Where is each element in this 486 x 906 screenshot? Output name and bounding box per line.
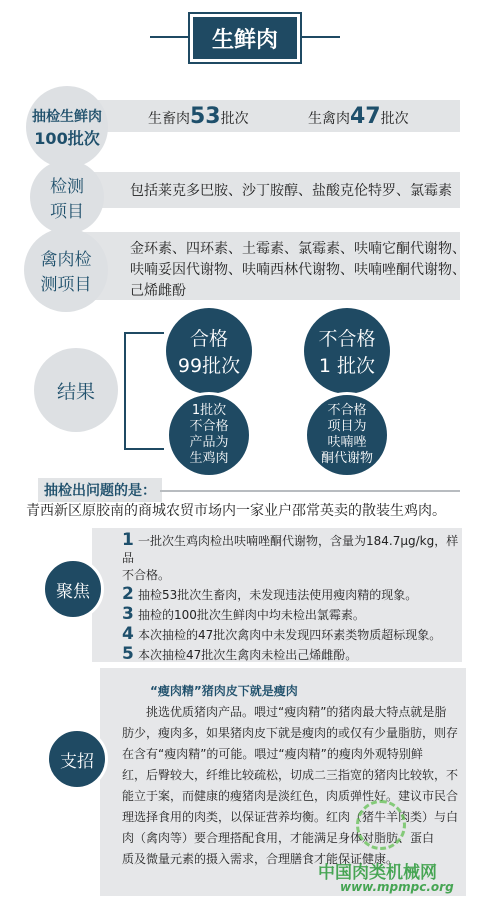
tips-line: 理选择食用的肉类，以保证营养均衡。红肉（猪牛羊肉类）与白: [122, 810, 459, 824]
pass-count: 99批次: [177, 355, 241, 377]
title-line-left: [150, 36, 190, 38]
poultry-label: 生禽肉: [308, 111, 350, 127]
poultry-items-label-2: 测项目: [40, 275, 92, 295]
livestock-unit: 批次: [220, 111, 249, 127]
focus-item: [122, 532, 462, 567]
sampling-circle: [26, 86, 108, 168]
poultry-count: 47: [350, 104, 381, 129]
livestock-label: 生畜肉: [148, 111, 190, 127]
tips-line: 在含有“瘦肉精”的可能。喂过“瘦肉精”的瘦肉外观特别鲜: [122, 747, 423, 761]
results-bracket-vertical: [124, 332, 126, 450]
focus-item: [122, 646, 462, 664]
focus-circle: [42, 558, 104, 620]
results-bracket-top: [124, 332, 164, 334]
focus-item-cont: [122, 567, 462, 584]
focus-text: 抽检的100批次生鲜肉中均未检出氯霉素。: [138, 608, 365, 622]
focus-list: [122, 532, 462, 664]
poultry-items-circle: [24, 228, 108, 312]
pass-detail-3: 产品为: [189, 435, 229, 450]
problem-heading: 抽检出问题的是：: [38, 478, 162, 502]
focus-num: 4: [122, 624, 134, 644]
watermark-cn: 中国肉类机械网: [318, 863, 437, 883]
test-items-label-1: 检测: [50, 177, 84, 197]
results-bracket-bottom: [124, 448, 164, 450]
tips-body: [122, 702, 464, 870]
tips-label: 支招: [60, 751, 94, 772]
results-circle: [34, 348, 118, 432]
focus-num: 2: [122, 584, 134, 604]
test-items-circle: [30, 160, 104, 234]
focus-num: 5: [122, 644, 134, 664]
pass-detail-1: 1批次: [191, 403, 227, 418]
focus-label: 聚焦: [56, 581, 90, 602]
tips-line: 挑选优质猪肉产品。喂过“瘦肉精”的猪肉最大特点就是脂: [146, 705, 447, 719]
sampling-label-2: 100批次: [34, 128, 100, 148]
tips-circle: [46, 728, 108, 790]
fail-count: 1 批次: [318, 355, 376, 377]
fail-detail-circle: [304, 392, 390, 478]
poultry-items-line2: 呋喃妥因代谢物、呋喃西林代谢物、呋喃唑酮代谢物、: [130, 262, 466, 278]
tips-heading: “瘦肉精”猪肉皮下就是瘦肉: [150, 684, 298, 698]
results-label: 结果: [56, 380, 95, 403]
focus-text: 一批次生鸡肉检出呋喃唑酮代谢物，含量为184.7μg/kg，样品: [122, 534, 459, 565]
pass-circle: [166, 308, 252, 394]
poultry-items-line1: 金环素、四环素、土霉素、氯霉素、呋喃它酮代谢物、: [130, 241, 466, 257]
fail-detail-2: 项目为: [327, 419, 367, 434]
tips-line: 能立于案，而健康的瘦猪肉是淡红色，肉质弹性好。建议市民合: [122, 789, 459, 803]
focus-num: 1: [122, 530, 134, 550]
title-line-right: [300, 36, 340, 38]
focus-num: 3: [122, 604, 134, 624]
problem-underline: [160, 490, 460, 492]
tips-line: 肉（禽肉等）要合理搭配食用，才能满足身体对脂肪、蛋白: [122, 831, 435, 845]
pass-detail-circle: [166, 392, 252, 478]
fail-detail-1: 不合格: [327, 403, 367, 418]
fail-detail-3: 呋喃唑: [327, 435, 367, 450]
poultry-items-label-1: 禽肉检: [40, 250, 92, 270]
livestock-count: 53: [190, 104, 221, 129]
tips-line: 肪少，瘦肉多，如果猪肉皮下就是瘦肉的或仅有少量脂肪，则存: [122, 726, 459, 740]
watermark-url: www.mpmpc.org: [340, 880, 454, 894]
fail-circle: [304, 308, 390, 394]
focus-text: 本次抽检47批次生禽肉未检出己烯雌酚。: [138, 648, 358, 662]
focus-item: [122, 606, 462, 624]
tips-line: 质及微量元素的摄入需求，合理膳食才能保证健康。: [122, 852, 399, 866]
problem-text: 青西新区原胶南的商城农贸市场内一家业户邵常英卖的散装生鸡肉。: [26, 503, 446, 519]
livestock-text: [148, 104, 249, 129]
fail-label: 不合格: [318, 328, 376, 350]
poultry-unit: 批次: [380, 111, 409, 127]
pass-detail-2: 不合格: [189, 419, 229, 434]
focus-text: 抽检53批次生畜肉，未发现违法使用瘦肉精的现象。: [138, 588, 418, 602]
watermark-logo-icon: [356, 800, 406, 850]
page-title: 生鲜肉: [190, 14, 300, 62]
focus-text-cont: 不合格。: [122, 568, 171, 582]
pass-detail-4: 生鸡肉: [189, 451, 229, 466]
sampling-label-1: 抽检生鲜肉: [32, 108, 102, 125]
tips-line: 红，后臀较大，纤维比较疏松，切成二三指宽的猪肉比较软，不: [122, 768, 459, 782]
test-items-label-2: 项目: [50, 202, 84, 222]
pass-label: 合格: [189, 328, 228, 350]
focus-item: [122, 626, 462, 644]
focus-text: 本次抽检的47批次禽肉中未发现四环素类物质超标现象。: [138, 628, 442, 642]
test-items-text: 包括莱克多巴胺、沙丁胺醇、盐酸克伦特罗、氯霉素: [130, 183, 452, 199]
fail-detail-4: 酮代谢物: [320, 451, 373, 466]
focus-item: [122, 586, 462, 604]
poultry-items-line3: 己烯雌酚: [130, 283, 186, 299]
poultry-text: [308, 104, 409, 129]
